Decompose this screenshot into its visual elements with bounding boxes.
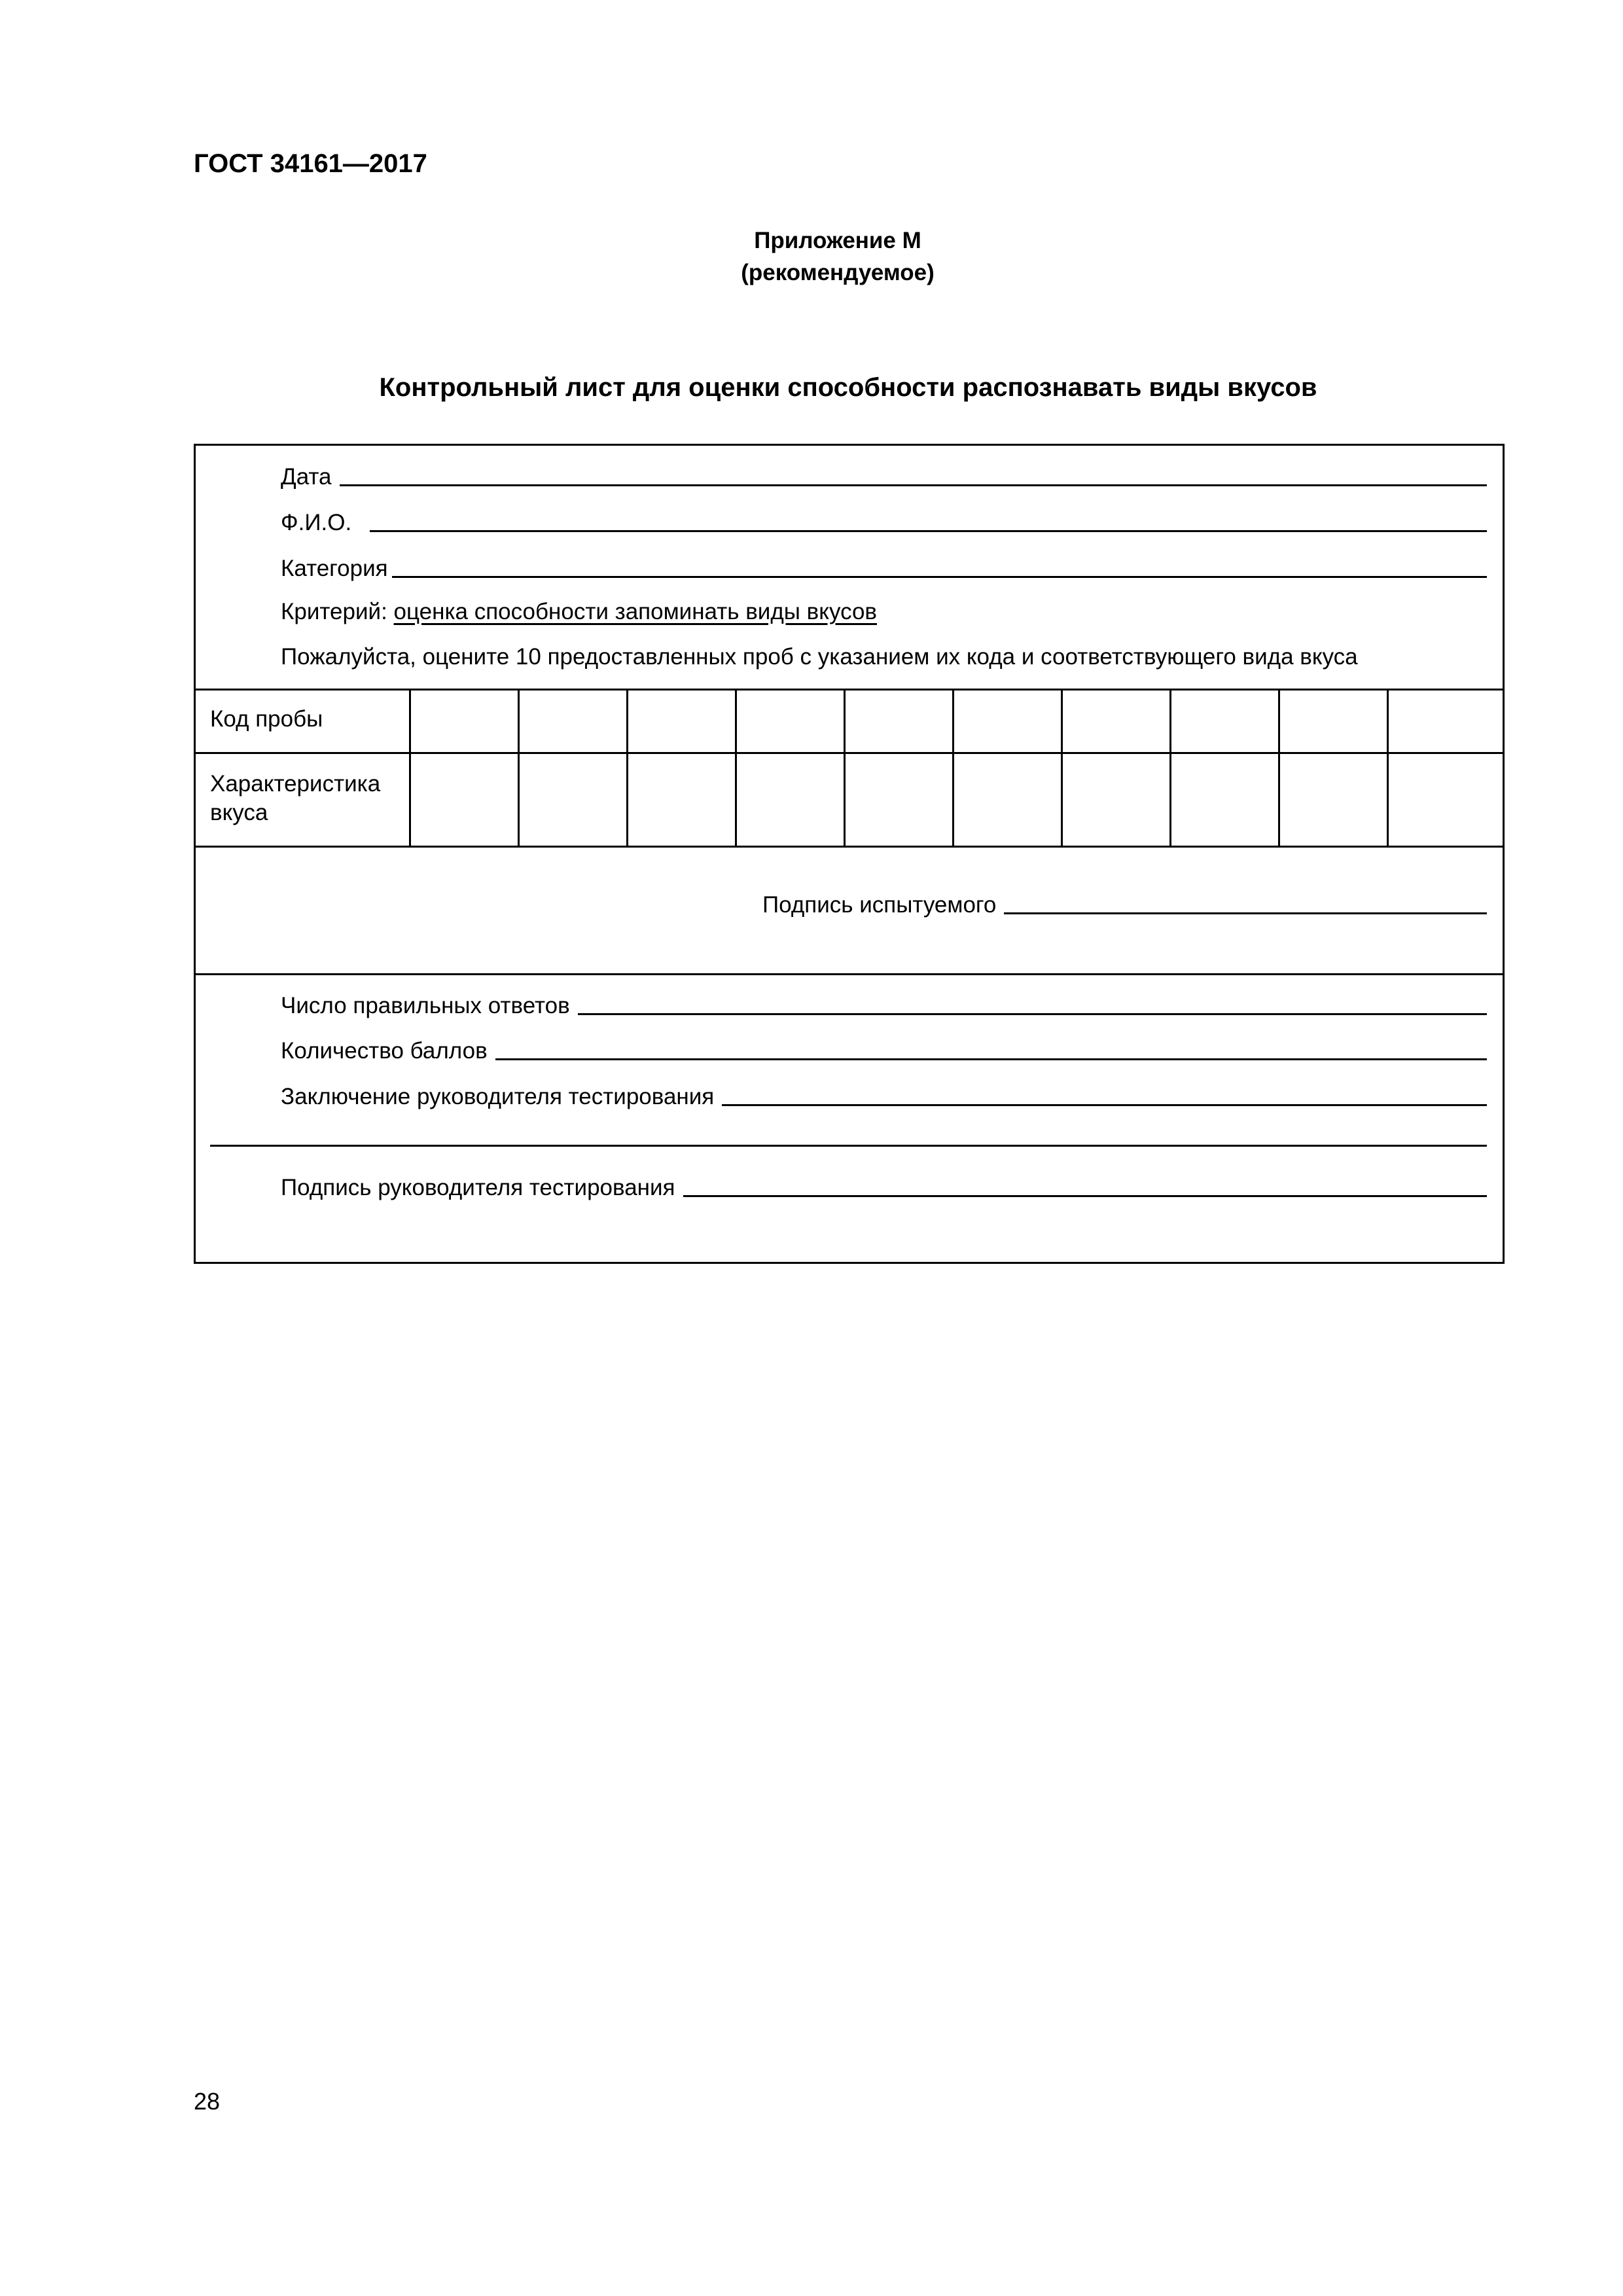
correct-answers-label: Число правильных ответов [281,993,570,1018]
date-label: Дата [281,464,332,490]
score-field[interactable] [281,1033,1487,1064]
instruction-text: Пожалуйста, оцените 10 предоставленных проб с указанием их кода и соответствующего вида вкуса [281,644,1358,670]
criterion-row [281,599,877,625]
divider [196,973,1503,975]
conclusion-line[interactable] [722,1104,1487,1106]
divider [196,846,1503,848]
annex-heading [0,224,1623,289]
supervisor-signature-line[interactable] [683,1195,1487,1197]
supervisor-signature-label: Подпись руководителя тестирования [281,1175,675,1200]
table-column-line [1061,689,1063,846]
table-column-line [409,689,411,846]
table-column-line [626,689,628,846]
date-field[interactable] [281,459,1487,490]
taste-characteristic-line2: вкуса [210,800,268,825]
criterion-value: оценка способности запоминать виды вкусов [393,599,878,624]
table-column-line [735,689,737,846]
taste-characteristic-header [196,770,409,827]
subject-signature-field[interactable] [762,887,1487,918]
correct-answers-line[interactable] [578,1013,1487,1015]
correct-answers-field[interactable] [281,988,1487,1019]
standard-code: ГОСТ 34161—2017 [194,149,427,178]
conclusion-label: Заключение руководителя тестирования [281,1084,715,1109]
annex-status: (рекомендуемое) [741,260,935,285]
subject-signature-label: Подпись испытуемого [762,892,997,918]
table-column-line [1387,689,1389,846]
annex-title: Приложение М [754,228,921,253]
supervisor-signature-field[interactable] [281,1170,1487,1201]
sample-code-header: Код пробы [210,706,323,732]
sample-table [196,689,1503,846]
evaluation-form [194,444,1505,1264]
table-column-line [952,689,954,846]
document-title: Контрольный лист для оценки способности распознавать виды вкусов [379,373,1317,402]
table-column-line [518,689,520,846]
name-label: Ф.И.О. [281,510,352,535]
category-label: Категория [281,556,388,581]
page-number: 28 [194,2088,221,2115]
date-input-line[interactable] [340,484,1487,486]
table-row-divider [196,752,1503,754]
conclusion-field[interactable] [281,1079,1487,1110]
taste-characteristic-line1: Характеристика [210,771,381,797]
table-column-line [1169,689,1171,846]
conclusion-continuation-line[interactable] [210,1145,1487,1147]
table-column-line [844,689,846,846]
score-label: Количество баллов [281,1038,488,1064]
category-input-line[interactable] [392,576,1487,578]
name-field[interactable] [281,505,1487,536]
score-line[interactable] [495,1058,1487,1060]
name-input-line[interactable] [370,530,1487,532]
table-column-line [1278,689,1280,846]
category-field[interactable] [281,550,1487,582]
subject-signature-line[interactable] [1004,912,1487,914]
criterion-label: Критерий: [281,599,387,624]
